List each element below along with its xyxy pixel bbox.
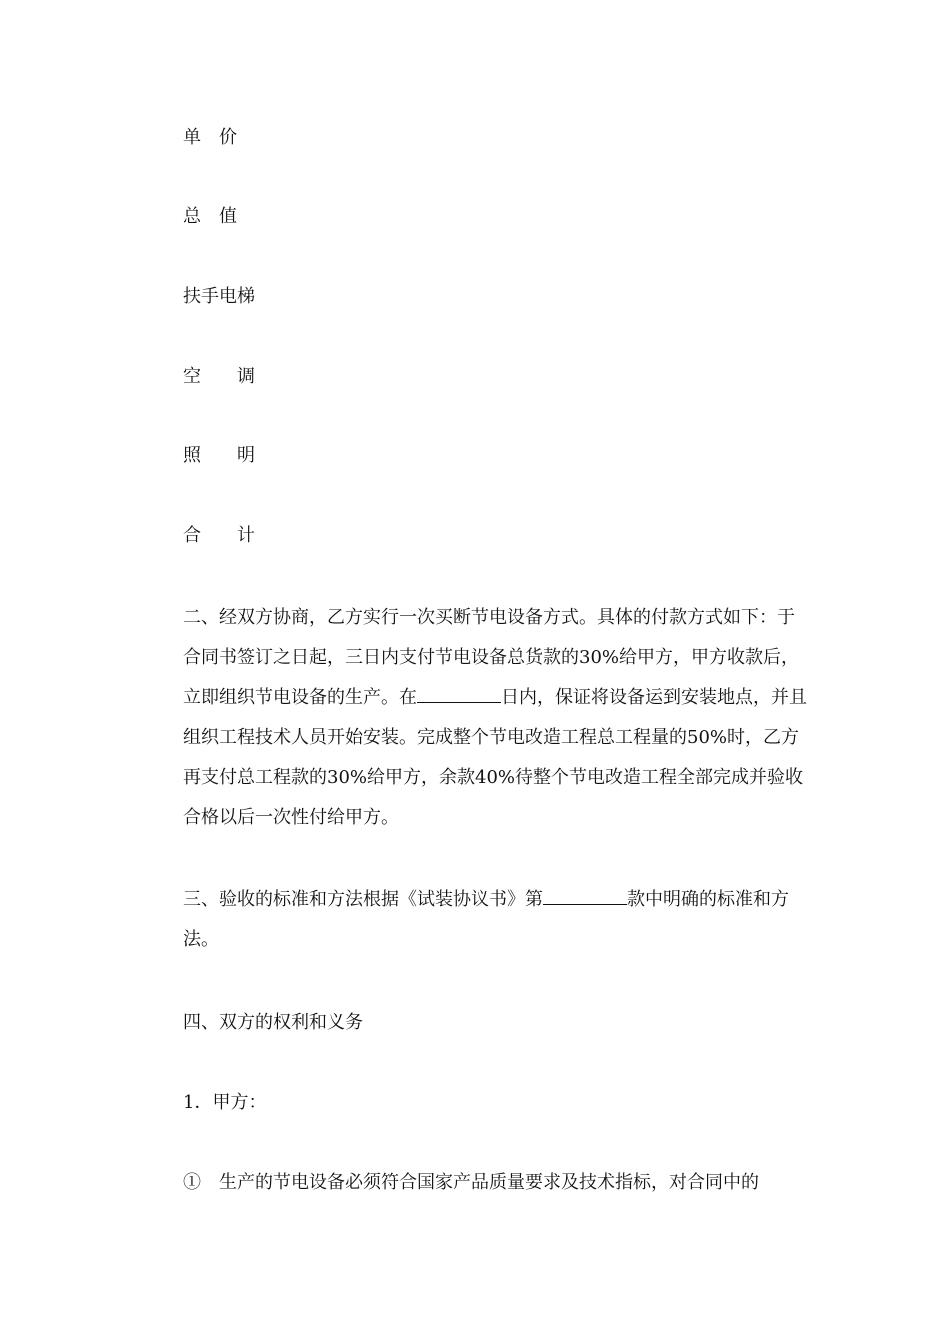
section-2-payment bbox=[144, 598, 809, 838]
section-2-text-b: 日内，保证将设备运到安装地点，并且组织工程技术人员开始安装。完成整个节电改造工程总工程量的50%时，乙方再支付总工程款的30%给甲方，余款40%待整个节电改造工程全部完成并验收合格以后一次性付给甲方。 bbox=[183, 687, 807, 828]
label-unit-price: 单 价 bbox=[183, 127, 237, 148]
label-lighting: 照 明 bbox=[183, 445, 255, 466]
section-3-text-a: 三、验收的标准和方法根据《试装协议书》第 bbox=[183, 889, 543, 910]
blank-days-field bbox=[417, 684, 501, 703]
label-total: 合 计 bbox=[183, 525, 255, 546]
blank-clause-field bbox=[543, 886, 627, 905]
section-3-text-b: 款中明确的标准和方法。 bbox=[183, 889, 789, 950]
label-escalator: 扶手电梯 bbox=[183, 286, 255, 307]
section-4-heading: 四、双方的权利和义务 bbox=[183, 1012, 363, 1033]
party-a-item-1: ① 生产的节电设备必须符合国家产品质量要求及技术指标，对合同中的 bbox=[183, 1172, 759, 1193]
section-2-text-a: 二、经双方协商，乙方实行一次买断节电设备方式。具体的付款方式如下：于合同书签订之日起，三日内支付节电设备总货款的30%给甲方，甲方收款后，立即组织节电设备的生产。在 bbox=[183, 607, 800, 708]
party-a-heading: 1．甲方： bbox=[183, 1092, 267, 1113]
label-air-conditioning: 空 调 bbox=[183, 366, 255, 387]
label-total-value: 总 值 bbox=[183, 206, 237, 227]
section-3-acceptance bbox=[144, 880, 809, 960]
